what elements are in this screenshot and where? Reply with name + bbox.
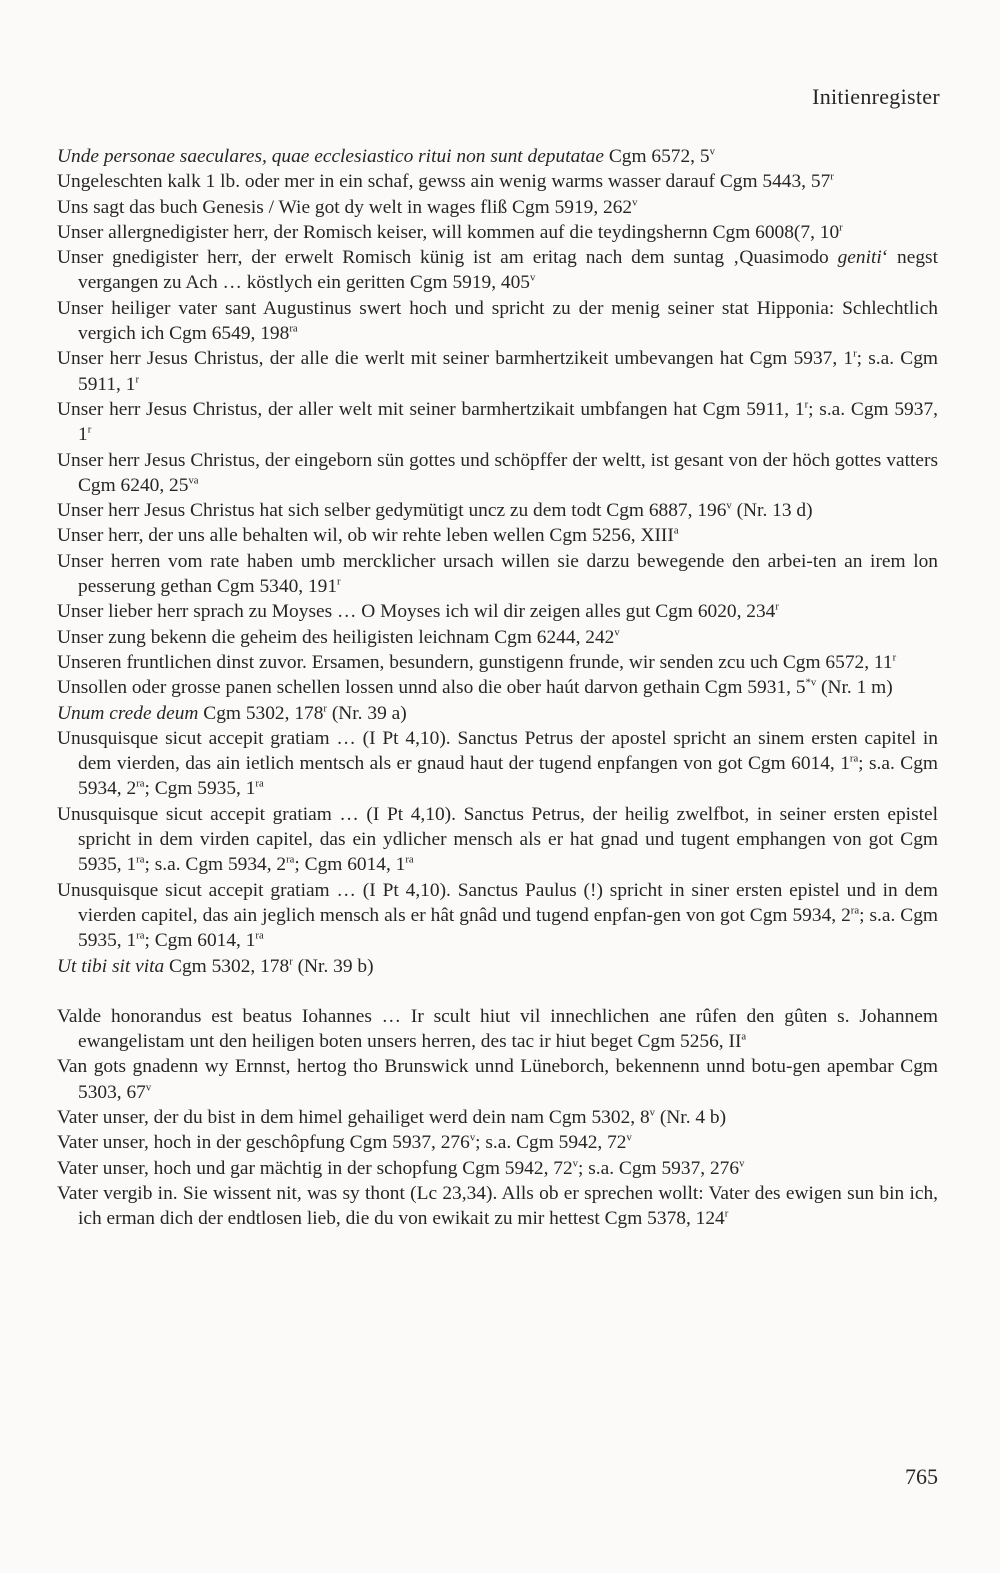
folio-superscript: r <box>830 170 834 183</box>
entry-text: Cgm 6572, 5 <box>603 146 710 167</box>
index-entry <box>57 169 938 194</box>
entry-text: Valde honorandus est beatus Iohannes … Ir scult hiut vil innechlichen ane rûfen den gûten s. Johannem ewangelistam unt den heiligen boten unsers herren, des tac ir hiut beget Cgm 5256, II <box>57 1005 938 1053</box>
index-entry-list <box>57 144 938 1231</box>
folio-superscript: r <box>289 955 293 968</box>
folio-superscript: va <box>188 474 199 487</box>
entry-text: ; Cgm 5935, 1 <box>144 778 256 800</box>
entry-text: Unser herren vom rate haben umb mercklicher ursach willen sie darzu bewegende den arbei-ten an irem lon pesserung gethan Cgm 5340, 191 <box>57 550 938 598</box>
folio-superscript: ra <box>136 929 145 942</box>
index-entry <box>57 195 938 220</box>
entry-text: (Nr. 39 b) <box>292 955 374 977</box>
folio-superscript: r <box>853 347 857 360</box>
entry-text: Cgm 5302, 178 <box>198 702 324 724</box>
folio-superscript: ra <box>136 777 145 790</box>
entry-text: ; s.a. Cgm 5935, 1 <box>78 904 938 952</box>
folio-superscript: r <box>323 702 327 715</box>
folio-superscript: v <box>726 499 732 512</box>
page-number: 765 <box>905 1464 938 1489</box>
index-entry <box>57 296 938 347</box>
folio-superscript: ra <box>136 853 145 866</box>
entry-text: Ungeleschten kalk 1 lb. oder mer in ein schaf, gewss ain wenig warms wasser darauf Cgm 5443, 57 <box>57 171 831 193</box>
entry-text: ‘ negst vergangen zu Ach … köstlych ein geritten Cgm 5919, 405 <box>78 247 938 294</box>
folio-superscript: v <box>572 1157 578 1170</box>
entry-text: (Nr. 39 a) <box>326 702 407 724</box>
index-entry <box>57 701 938 726</box>
entry-text: Van gots gnadenn wy Ernnst, hertog tho Brunswick unnd Lüneborch, bekennenn unnd botu-gen apembar Cgm 5303, 67 <box>57 1056 938 1103</box>
italic-incipit: Ut tibi sit vita <box>57 955 165 977</box>
folio-superscript: r <box>804 398 809 411</box>
entry-text: Unseren fruntlichen dinst zuvor. Ersamen, besundern, gunstigenn frunde, wir senden zcu uch Cgm 6572, 11 <box>57 651 893 673</box>
entry-text: (Nr. 1 m) <box>816 677 893 699</box>
entry-text: Unser gnedigister herr, der erwelt Romisch künig ist am eritag nach dem suntag ‚Quasimodo <box>57 247 838 269</box>
folio-superscript: v <box>709 145 715 158</box>
index-entry <box>57 245 938 296</box>
entry-text: (Nr. 4 b) <box>655 1106 727 1128</box>
folio-superscript: ra <box>255 929 264 942</box>
folio-superscript: v <box>649 1106 655 1119</box>
folio-superscript: ra <box>289 322 298 335</box>
entry-text: Vater vergib in. Sie wissent nit, was sy thont (Lc 23,34). Alls ob er sprechen wollt: Vater des ewigen sun bin ich, ich erman dich der endtlosen lieb, die du von ewikait zu mir hettest Cgm 5378, 124 <box>57 1182 938 1230</box>
folio-superscript: a <box>741 1030 747 1043</box>
index-entry <box>57 523 938 548</box>
italic-incipit: Unum crede deum <box>57 702 199 724</box>
entry-text: ; Cgm 6014, 1 <box>144 930 256 952</box>
entry-text: Vater unser, hoch und gar mächtig in der schopfung Cgm 5942, 72 <box>57 1157 573 1179</box>
folio-superscript: v <box>469 1131 476 1144</box>
index-entry <box>57 1156 938 1181</box>
entry-text: Cgm 5302, 178 <box>164 955 290 977</box>
folio-superscript: r <box>87 423 92 436</box>
index-entry <box>57 802 938 878</box>
index-entry <box>57 397 938 448</box>
index-entry <box>57 346 938 397</box>
italic-incipit: geniti <box>837 247 882 269</box>
folio-superscript: ra <box>850 904 860 917</box>
index-entry <box>57 625 938 650</box>
index-entry <box>57 954 938 979</box>
entry-text: Unusquisque sicut accepit gratiam … (I Pt 4,10). Sanctus Petrus der apostel spricht an sinem ersten capitel in dem vierden, das ain ietlich mentsch als er gnaud haut der tugend enpfangen von got Cgm 6014, 1 <box>57 727 938 775</box>
italic-incipit: Unde personae saeculares, quae ecclesiastico ritui non sunt deputatae <box>57 146 604 167</box>
folio-superscript: r <box>724 1207 729 1220</box>
folio-superscript: ra <box>405 853 414 866</box>
entry-text: ; s.a. Cgm 5937, 1 <box>78 398 938 446</box>
folio-superscript: r <box>839 221 843 234</box>
entry-text: Unser herr Jesus Christus hat sich selber gedymütigt uncz zu dem todt Cgm 6887, 196 <box>57 500 727 522</box>
folio-superscript: ra <box>849 752 859 765</box>
index-entry <box>57 1181 938 1232</box>
entry-text: Uns sagt das buch Genesis / Wie got dy welt in wages fliß Cgm 5919, 262 <box>57 196 633 218</box>
entry-text: ; s.a. Cgm 5934, 2 <box>144 854 287 876</box>
index-entry <box>57 599 938 624</box>
folio-superscript: v <box>632 196 638 209</box>
folio-superscript: r <box>892 651 897 664</box>
index-entry <box>57 1105 938 1130</box>
entry-text: Unser lieber herr sprach zu Moyses … O Moyses ich wil dir zeigen alles gut Cgm 6020, 234 <box>57 601 776 623</box>
entry-text: Unser zung bekenn die geheim des heiligisten leichnam Cgm 6244, 242 <box>57 626 615 648</box>
entry-text: Unusquisque sicut accepit gratiam … (I Pt 4,10). Sanctus Petrus, der heilig zwelfbot, in seiner ersten epistel spricht in dem virden capitel, das ein ydlicher mensch als er hat gnad und tugent emphangen von got Cgm 5935, 1 <box>57 803 938 876</box>
folio-superscript: a <box>673 524 679 537</box>
folio-superscript: v <box>626 1131 632 1144</box>
index-entry <box>57 220 938 245</box>
folio-superscript: r <box>775 600 779 613</box>
index-entry <box>57 448 938 499</box>
entry-text: Unser herr Jesus Christus, der alle die werlt mit seiner barmhertzikeit umbevangen hat Cgm 5937, 1 <box>57 348 854 370</box>
entry-text: (Nr. 13 d) <box>731 500 813 522</box>
folio-superscript: v <box>530 272 536 285</box>
entry-text: Vater unser, hoch in der geschôpfung Cgm 5937, 276 <box>57 1132 470 1154</box>
entry-text: Vater unser, der du bist in dem himel gehailiget werd dein nam Cgm 5302, 8 <box>57 1106 650 1128</box>
folio-superscript: ra <box>286 853 295 866</box>
index-entry <box>57 1004 938 1055</box>
index-entry <box>57 1054 938 1105</box>
folio-superscript: v <box>145 1081 152 1094</box>
index-entry <box>57 726 938 802</box>
entry-text: ; s.a. Cgm 5937, 276 <box>578 1157 740 1179</box>
folio-superscript: r <box>337 575 341 588</box>
entry-text: ; s.a. Cgm 5934, 2 <box>78 753 938 800</box>
index-entry <box>57 675 938 700</box>
index-entry <box>57 144 938 169</box>
entry-text: Unser herr Jesus Christus, der aller welt mit seiner barmhertzikait umbfangen hat Cgm 5911, 1 <box>57 398 805 420</box>
entry-text: Unser allergnedigister herr, der Romisch keiser, will kommen auf die teydingshernn Cgm 6008(7, 10 <box>57 221 840 243</box>
folio-superscript: ra <box>255 777 264 790</box>
index-entry <box>57 650 938 675</box>
folio-superscript: v <box>614 626 620 639</box>
entry-text: ; s.a. Cgm 5942, 72 <box>475 1132 627 1154</box>
folio-superscript: v <box>739 1157 745 1170</box>
folio-superscript: *v <box>805 676 817 689</box>
running-header: Initienregister <box>812 84 940 109</box>
entry-text: Unser herr Jesus Christus, der eingeborn sün gottes und schöpffer der weltt, ist gesant von der höch gottes vatters Cgm 6240, 25 <box>57 449 938 496</box>
entry-text: ; s.a. Cgm 5911, 1 <box>78 348 938 395</box>
entry-text: Unsollen oder grosse panen schellen lossen unnd also die ober haút darvon gethain Cgm 5931, 5 <box>57 677 806 699</box>
entry-text: Unusquisque sicut accepit gratiam … (I Pt 4,10). Sanctus Paulus (!) spricht in siner ersten epistel und in dem vierden capitel, das ain jeglich mensch als er hât gnâd und tugend enpfan-gen von got Cgm 5934, 2 <box>57 879 938 926</box>
entry-text: ; Cgm 6014, 1 <box>294 854 406 876</box>
index-entry <box>57 878 938 954</box>
index-entry <box>57 549 938 600</box>
index-entry <box>57 1130 938 1155</box>
entry-text: Unser heiliger vater sant Augustinus swert hoch und spricht zu der menig seiner stat Hipponia: Schlechtlich vergich ich Cgm 6549, 198 <box>57 297 938 345</box>
entry-text: Unser herr, der uns alle behalten wil, ob wir rehte leben wellen Cgm 5256, XIII <box>57 525 674 547</box>
folio-superscript: r <box>135 373 140 386</box>
index-entry <box>57 498 938 523</box>
